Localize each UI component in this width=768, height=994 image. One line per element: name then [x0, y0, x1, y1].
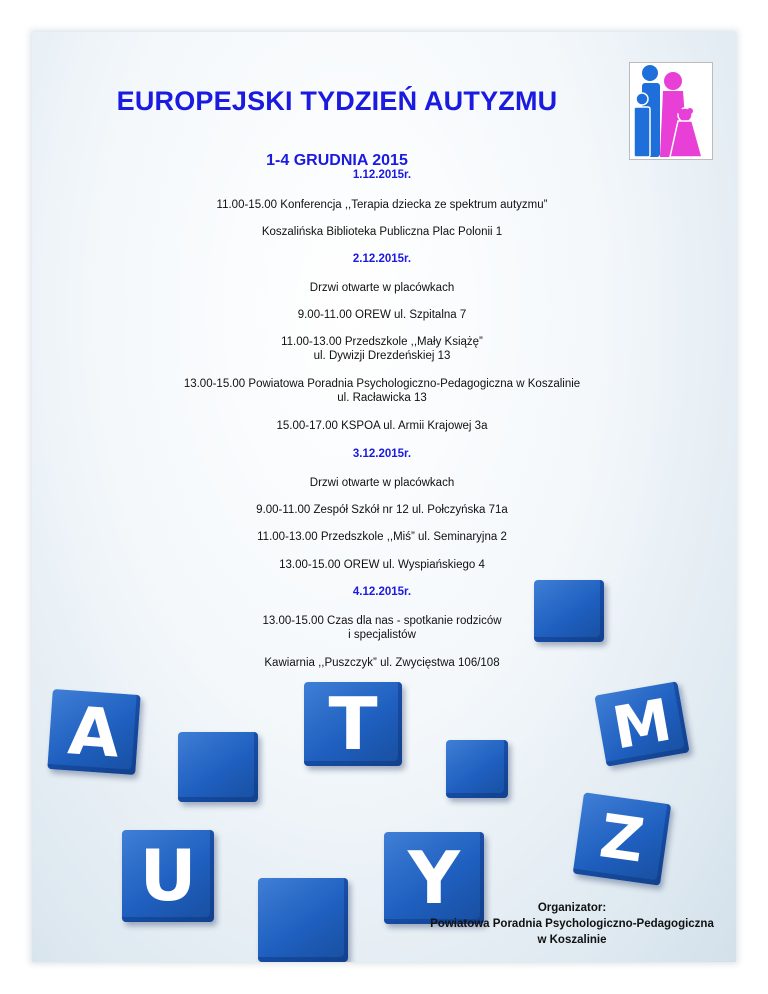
- day2-date: 2.12.2015r.: [352, 253, 412, 265]
- day3-date: 3.12.2015r.: [352, 448, 412, 460]
- day3-line3: 11.00-13.00 Przedszkole ,,Miś” ul. Seminaryjna 2: [257, 531, 507, 543]
- poster-title: EUROPEJSKI TYDZIEŃ AUTYZMU: [116, 86, 558, 116]
- day4-line1a: 13.00-15.00 Czas dla nas - spotkanie rodziców: [262, 615, 502, 627]
- letter-cube-a: A: [47, 689, 140, 775]
- day4-line2: Kawiarnia ,,Puszczyk” ul. Zwycięstwa 106/108: [264, 657, 500, 669]
- family-figures-icon: [629, 62, 713, 160]
- day1-date: 1.12.2015r.: [352, 169, 412, 181]
- letter-cube-z: Z: [573, 792, 672, 885]
- organizer-city: w Koszalinie: [537, 934, 607, 946]
- day1-line1: 11.00-15.00 Konferencja ,,Terapia dziecka ze spektrum autyzmu”: [216, 199, 548, 211]
- letter-cube-u: U: [122, 830, 214, 922]
- letter-cube-y: Y: [384, 832, 484, 924]
- day2-line5: 15.00-17.00 KSPOA ul. Armii Krajowej 3a: [276, 420, 488, 432]
- organizer-label: Organizator:: [537, 902, 607, 914]
- letter-cube-t: T: [304, 682, 402, 766]
- day4-line1b: i specjalistów: [348, 629, 416, 641]
- organizer-block: [412, 900, 732, 948]
- blank-cube: [534, 580, 604, 642]
- blank-cube: [258, 878, 348, 962]
- blank-cube: [446, 740, 508, 798]
- day2-line3a: 11.00-13.00 Przedszkole ,,Mały Książę”: [281, 336, 483, 348]
- organizer-name: Powiatowa Poradnia Psychologiczno-Pedagogiczna: [430, 918, 714, 930]
- day3-line2: 9.00-11.00 Zespół Szkół nr 12 ul. Połczyńska 71a: [256, 504, 508, 516]
- day2-line2: 9.00-11.00 OREW ul. Szpitalna 7: [297, 309, 467, 321]
- day1-line2: Koszalińska Biblioteka Publiczna Plac Polonii 1: [261, 226, 503, 238]
- day2-line3b: ul. Dywizji Drezdeńskiej 13: [313, 350, 451, 362]
- day3-line4: 13.00-15.00 OREW ul. Wyspiańskiego 4: [279, 559, 485, 571]
- poster: [32, 32, 736, 962]
- day3-line1: Drzwi otwarte w placówkach: [309, 477, 455, 489]
- letter-cube-m: M: [594, 681, 689, 766]
- day4-date: 4.12.2015r.: [352, 586, 412, 598]
- poster-dates: 1-4 GRUDNIA 2015: [266, 152, 408, 169]
- blank-cube: [178, 732, 258, 802]
- day2-line4b: ul. Racławicka 13: [337, 392, 427, 404]
- day2-line4a: 13.00-15.00 Powiatowa Poradnia Psychologiczno-Pedagogiczna w Koszalinie: [183, 378, 581, 390]
- day2-line1: Drzwi otwarte w placówkach: [309, 282, 455, 294]
